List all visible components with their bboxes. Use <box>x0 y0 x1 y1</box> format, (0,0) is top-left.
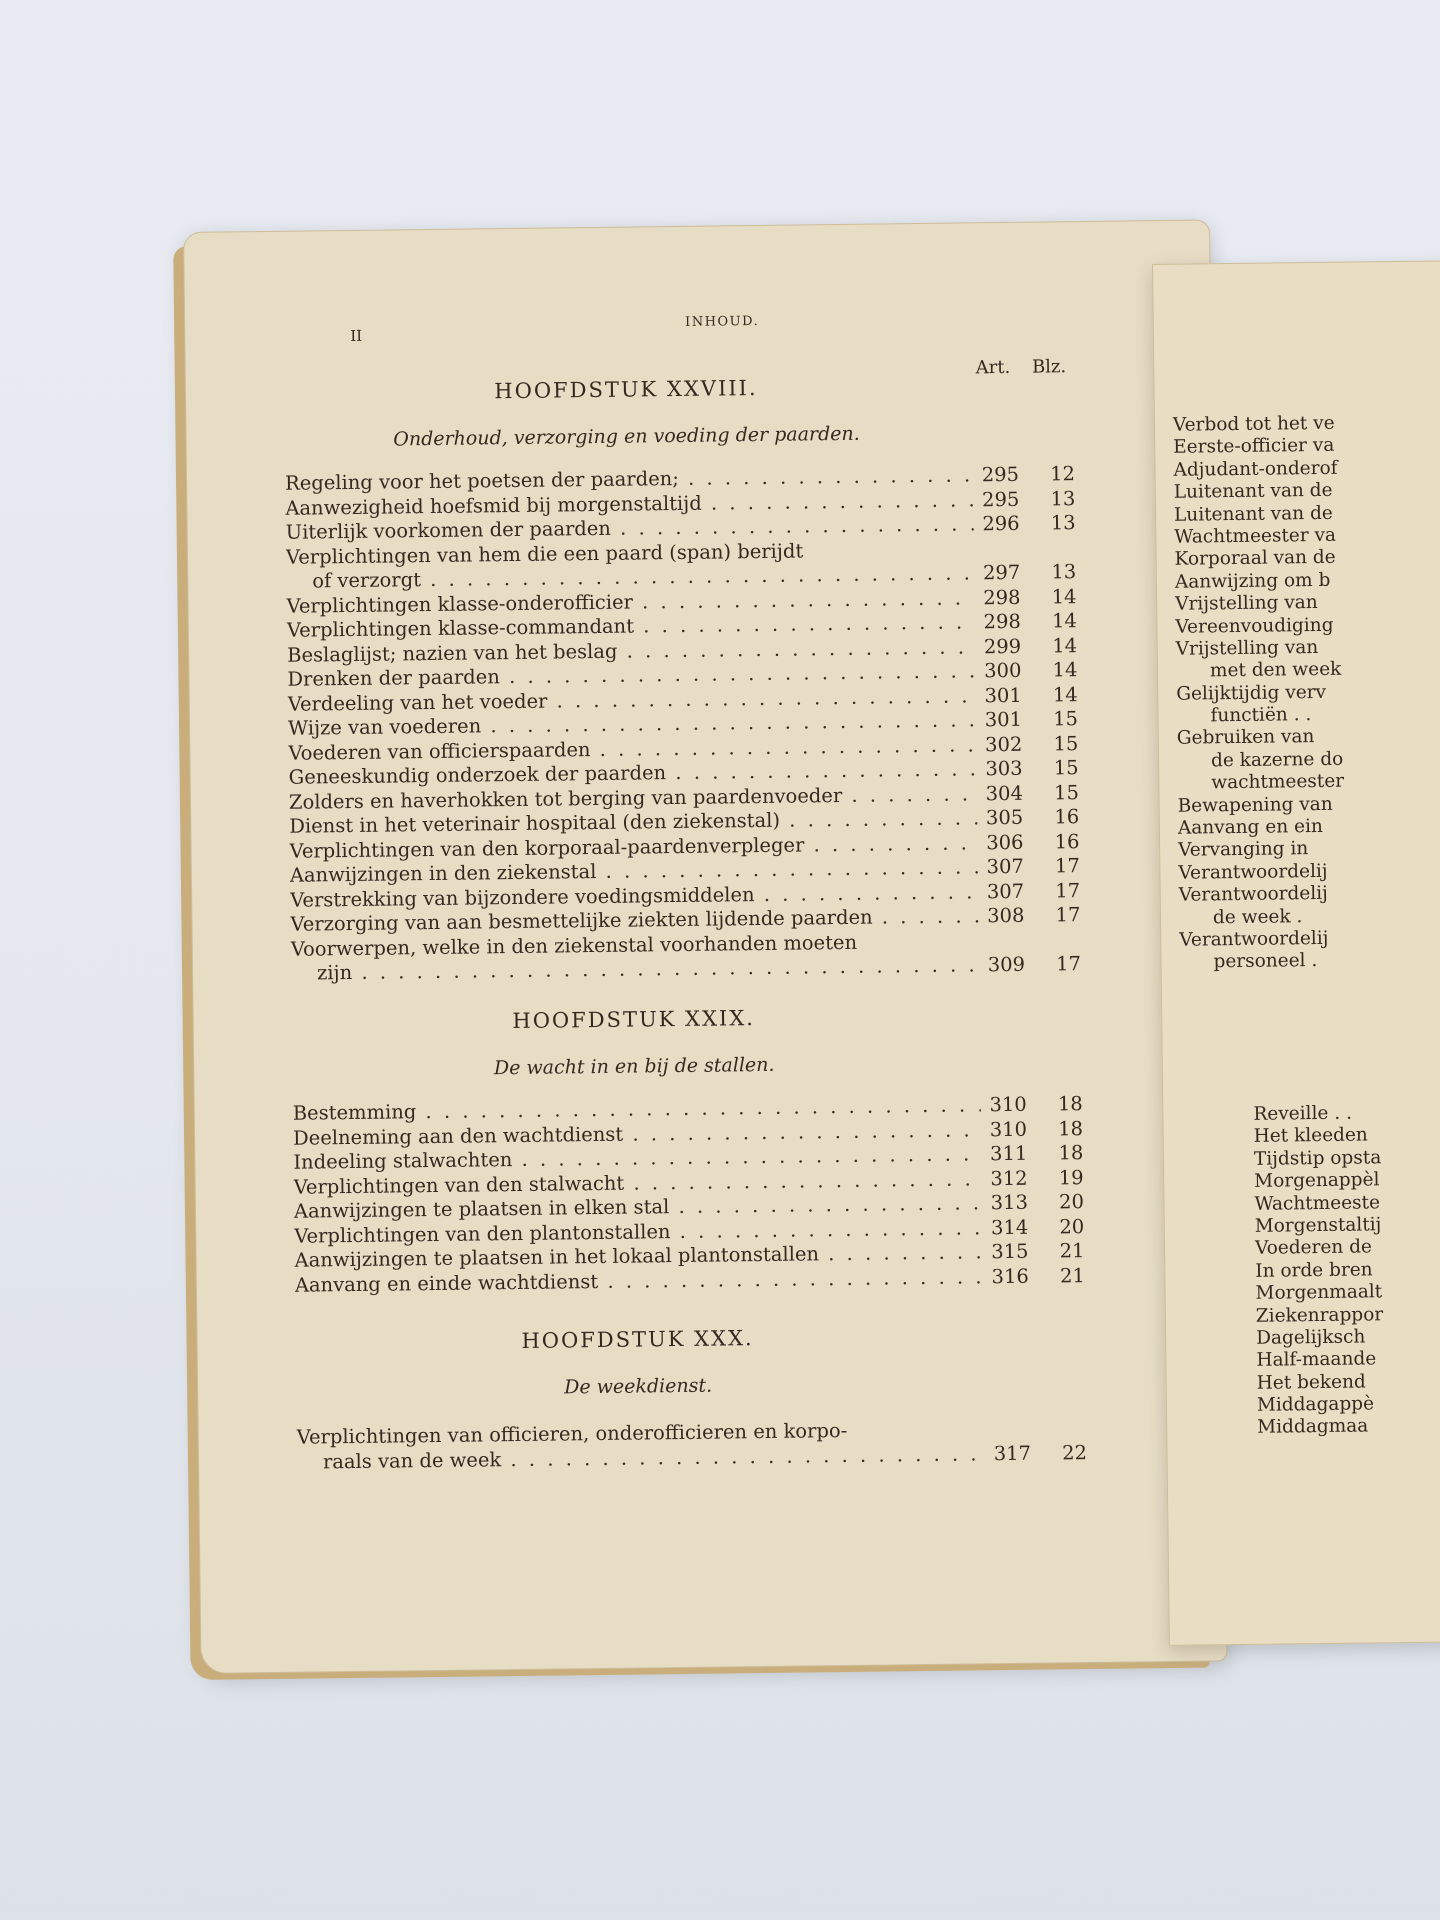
toc-entry-art: 307 <box>986 854 1024 879</box>
toc-entry-blz: 17 <box>1055 903 1081 927</box>
right-page-entry: Gelijktijdig verv <box>1176 681 1327 705</box>
right-page-entry: Adjudant-onderof <box>1173 457 1338 481</box>
toc-entry-art: 295 <box>981 462 1020 487</box>
right-page-entry: Verantwoordelij <box>1178 883 1328 906</box>
right-page-entries-bottom <box>1253 1102 1384 1439</box>
toc-entry-blz: 13 <box>1050 486 1076 510</box>
toc-entry-blz: 20 <box>1059 1214 1085 1238</box>
toc-entry-blz: 13 <box>1051 560 1077 584</box>
toc-entry-blz: 16 <box>1054 829 1080 853</box>
toc-entry-title: Verplichtingen van den plantonstallen . . . <box>294 1216 982 1249</box>
toc-entry-blz: 20 <box>1058 1190 1085 1214</box>
toc-entry-art: 306 <box>986 830 1024 854</box>
right-page-entry: Ziekenrappor <box>1255 1303 1384 1327</box>
chapter-subtitle: Onderhoud, verzorging en voeding der paarden. <box>393 422 860 451</box>
running-head: INHOUD. <box>685 313 760 330</box>
toc-entry-art: 301 <box>984 707 1023 732</box>
right-page-entry: Bewapening van <box>1177 793 1333 817</box>
chapter-heading: HOOFDSTUK XXIX. <box>512 1006 756 1034</box>
right-page-entry: Half-maande <box>1256 1348 1377 1372</box>
toc-entry-blz <box>1020 554 1076 555</box>
toc-entry-art: 311 <box>989 1141 1028 1166</box>
toc-entry-blz: 14 <box>1051 609 1077 633</box>
toc-entry-blz: 15 <box>1053 780 1080 804</box>
toc-entry-art: 303 <box>985 756 1023 781</box>
toc-entry-title: Verplichtingen klasse-onderofficier . . . <box>286 586 974 619</box>
toc-entry-title: Verplichtingen van officieren, onderofficieren en korpo- <box>296 1418 848 1449</box>
toc-entry-art: 296 <box>982 511 1020 536</box>
right-page-entry: Verbod tot het ve <box>1172 412 1335 436</box>
right-page-entry: Luitenant van de <box>1173 502 1333 526</box>
chapter-entries <box>297 1416 1088 1475</box>
right-page-entry: Luitenant van de <box>1173 479 1333 503</box>
toc-entry-blz: 12 <box>1050 462 1076 486</box>
toc-entry-art: 295 <box>981 487 1020 511</box>
toc-entry-art <box>979 946 1025 947</box>
toc-entry-art: 301 <box>984 683 1022 707</box>
toc-entry-blz: 17 <box>1056 952 1082 976</box>
right-page-entry: Reveille . . <box>1253 1102 1353 1125</box>
toc-entry-title: Deelneming aan den wachtdienst . . . <box>293 1118 981 1151</box>
toc-entry-blz: 22 <box>1062 1440 1088 1464</box>
toc-entry-art: 302 <box>984 732 1023 756</box>
right-page-entry: Gebruiken van <box>1176 726 1315 750</box>
toc-entry-title: Aanwijzingen in den ziekenstal . . . <box>290 855 978 888</box>
toc-entry-title: Zolders en haverhokken tot berging van paardenvoeder . . . <box>289 782 977 815</box>
toc-entry-title: Uiterlijk voorkomen der paarden . . . <box>286 512 974 545</box>
toc-entry-title: Drenken der paarden . . . <box>287 659 975 692</box>
chapter-entries <box>285 462 1081 986</box>
toc-entry-title: Aanwezigheid hoefsmid bij morgenstaltijd . . . <box>285 488 973 521</box>
toc-entry-title: Wijze van voederen . . . <box>288 708 976 741</box>
left-page <box>183 219 1228 1673</box>
right-page-entry: functiën . . <box>1210 704 1312 727</box>
chapter-entries <box>293 1092 1085 1298</box>
toc-entry-art: 298 <box>983 585 1021 609</box>
right-page-entry: de kazerne do <box>1210 748 1344 772</box>
toc-entry-art: 314 <box>990 1215 1029 1239</box>
chapter-subtitle: De weekdienst. <box>564 1374 713 1399</box>
right-page-entry: Morgenstaltij <box>1254 1214 1382 1237</box>
toc-entry-blz: 19 <box>1058 1165 1084 1189</box>
right-page-entry: Voederen de <box>1254 1236 1373 1260</box>
toc-entry-title: raals van de week . . . <box>297 1442 985 1475</box>
toc-entry-art <box>985 1435 1031 1436</box>
toc-entry-art: 317 <box>993 1441 1032 1465</box>
right-page-entry: Vereenvoudiging <box>1175 614 1334 638</box>
right-page-entry: In orde bren <box>1255 1259 1373 1282</box>
toc-entry-blz: 15 <box>1053 707 1079 731</box>
right-page-entry: Middagmaa <box>1257 1415 1369 1439</box>
toc-entry-title: Voederen van officierspaarden . . . <box>288 733 976 766</box>
toc-entry-blz: 21 <box>1059 1239 1085 1263</box>
toc-entry-blz: 14 <box>1052 633 1078 657</box>
toc-entry-title: Verplichtingen van hem die een paard (span) berijdt <box>285 538 804 569</box>
toc-entry-blz: 14 <box>1052 682 1078 706</box>
chapter-heading: HOOFDSTUK XXVIII. <box>494 375 758 404</box>
art-column-header: Art. <box>975 356 1011 379</box>
right-page-entry: Middagappè <box>1256 1393 1375 1416</box>
toc-entry-title: Bestemming . . . <box>293 1093 981 1126</box>
toc-entry-blz: 17 <box>1054 854 1080 878</box>
right-page-entry: Eerste-officier va <box>1173 435 1335 459</box>
right-page-entry: wachtmeester <box>1211 770 1345 794</box>
right-page-entry: Vrijstelling van <box>1175 636 1319 660</box>
right-page-entry: Het bekend <box>1256 1371 1366 1394</box>
toc-entry-art: 316 <box>991 1264 1029 1288</box>
toc-entry-blz: 14 <box>1052 658 1078 682</box>
right-page-entry: Het kleeden <box>1253 1124 1368 1148</box>
toc-entry-blz: 15 <box>1053 756 1079 780</box>
page-number: II <box>350 326 363 345</box>
toc-entry-title: Dienst in het veterinair hospitaal (den ziekenstal) . . . <box>289 806 977 839</box>
right-page-entry: Morgenappèl <box>1254 1169 1380 1192</box>
toc-entry-title: Verzorging van aan besmettelijke ziekten lijdende paarden . . . <box>290 904 978 937</box>
toc-entry-blz: 16 <box>1054 805 1080 829</box>
toc-entry-blz <box>1031 1434 1087 1435</box>
page-header <box>185 306 1210 379</box>
toc-entry-blz: 17 <box>1055 878 1081 902</box>
toc-entry-art: 309 <box>987 952 1026 977</box>
chapter-heading: HOOFDSTUK XXX. <box>521 1326 754 1353</box>
toc-entry-blz: 18 <box>1057 1092 1083 1116</box>
toc-entry-blz: 18 <box>1058 1141 1084 1165</box>
toc-entry-blz: 21 <box>1059 1263 1085 1287</box>
toc-entry-title: Verdeeling van het voeder . . . <box>288 684 976 717</box>
right-page-entry: Vervanging in <box>1178 838 1309 862</box>
toc-entry-art: 307 <box>986 879 1025 903</box>
toc-entry-blz: 14 <box>1051 584 1077 608</box>
toc-entry-title: of verzorgt . . . <box>286 561 974 594</box>
toc-entry-art: 310 <box>989 1117 1028 1141</box>
toc-entry-art: 297 <box>982 560 1021 585</box>
right-page-entry: Aanvang en ein <box>1177 815 1323 839</box>
toc-entry-blz: 18 <box>1058 1116 1084 1140</box>
toc-entry-art: 298 <box>983 609 1021 634</box>
right-page-entries-top <box>1173 413 1347 975</box>
right-page-entry: personeel . <box>1213 950 1318 973</box>
toc-entry-title: Voorwerpen, welke in den ziekenstal voorhanden moeten <box>290 930 858 961</box>
right-page-entry: met den week <box>1209 659 1342 682</box>
right-page-entry: Morgenmaalt <box>1255 1281 1383 1304</box>
toc-entry-art: 310 <box>989 1092 1027 1117</box>
toc-entry-title: Verplichtingen klasse-commandant . . . <box>287 610 975 643</box>
toc-entry-title: Indeeling stalwachten . . . <box>293 1142 981 1175</box>
toc-entry-title: Aanwijzingen te plaatsen in het lokaal plantonstallen . . . <box>294 1240 982 1273</box>
toc-entry-title: Regeling voor het poetsen der paarden; . . . <box>285 463 973 496</box>
toc-entry-art: 304 <box>985 781 1024 805</box>
toc-entry-art: 300 <box>984 658 1022 683</box>
toc-entry-title: Aanwijzingen te plaatsen in elken stal . . . <box>294 1191 982 1224</box>
right-page-entry: Wachtmeeste <box>1254 1191 1381 1215</box>
toc-entry-blz: 15 <box>1053 731 1079 755</box>
toc-entry-blz <box>1025 946 1081 947</box>
toc-entry-art: 305 <box>985 805 1024 830</box>
toc-entry-title: zijn . . . <box>291 953 979 986</box>
toc-entry-title: Verplichtingen van den stalwacht . . . <box>294 1167 982 1200</box>
blz-column-header: Blz. <box>1031 356 1067 378</box>
right-page-entry: Tijdstip opsta <box>1253 1147 1382 1170</box>
right-page-entry: Aanwijzing om b <box>1174 569 1331 593</box>
toc-entry-art: 299 <box>983 634 1022 658</box>
toc-entry-title: Verplichtingen van den korporaal-paardenverpleger . . . <box>289 831 977 864</box>
chapter-subtitle: De wacht in en bij de stallen. <box>493 1053 775 1080</box>
right-page-entry: de week . <box>1212 905 1303 928</box>
right-page-entry: Verantwoordelij <box>1178 860 1328 884</box>
toc-entry-art: 313 <box>990 1190 1029 1215</box>
toc-entry-art: 315 <box>991 1239 1029 1264</box>
toc-entry-title: Verstrekking van bijzondere voedingsmiddelen . . . <box>290 880 978 913</box>
toc-entry-art: 312 <box>990 1166 1028 1190</box>
toc-entry-title: Geneeskundig onderzoek der paarden . . . <box>289 757 977 790</box>
toc-entry-art: 308 <box>987 903 1025 928</box>
toc-entry-title: Aanvang en einde wachtdienst . . . <box>295 1265 983 1298</box>
right-page-entry: Korporaal van de <box>1174 547 1336 571</box>
right-page-entry: Vrijstelling van <box>1175 592 1318 615</box>
toc-entry-blz: 13 <box>1050 511 1076 535</box>
right-page-entry: Verantwoordelij <box>1179 927 1329 951</box>
right-page <box>1152 260 1440 1646</box>
right-page-entry: Wachtmeester va <box>1174 524 1337 548</box>
toc-entry-art <box>974 554 1020 555</box>
toc-entry-title: Beslaglijst; nazien van het beslag . . . <box>287 635 975 668</box>
right-page-entry: Dagelijksch <box>1256 1326 1366 1349</box>
